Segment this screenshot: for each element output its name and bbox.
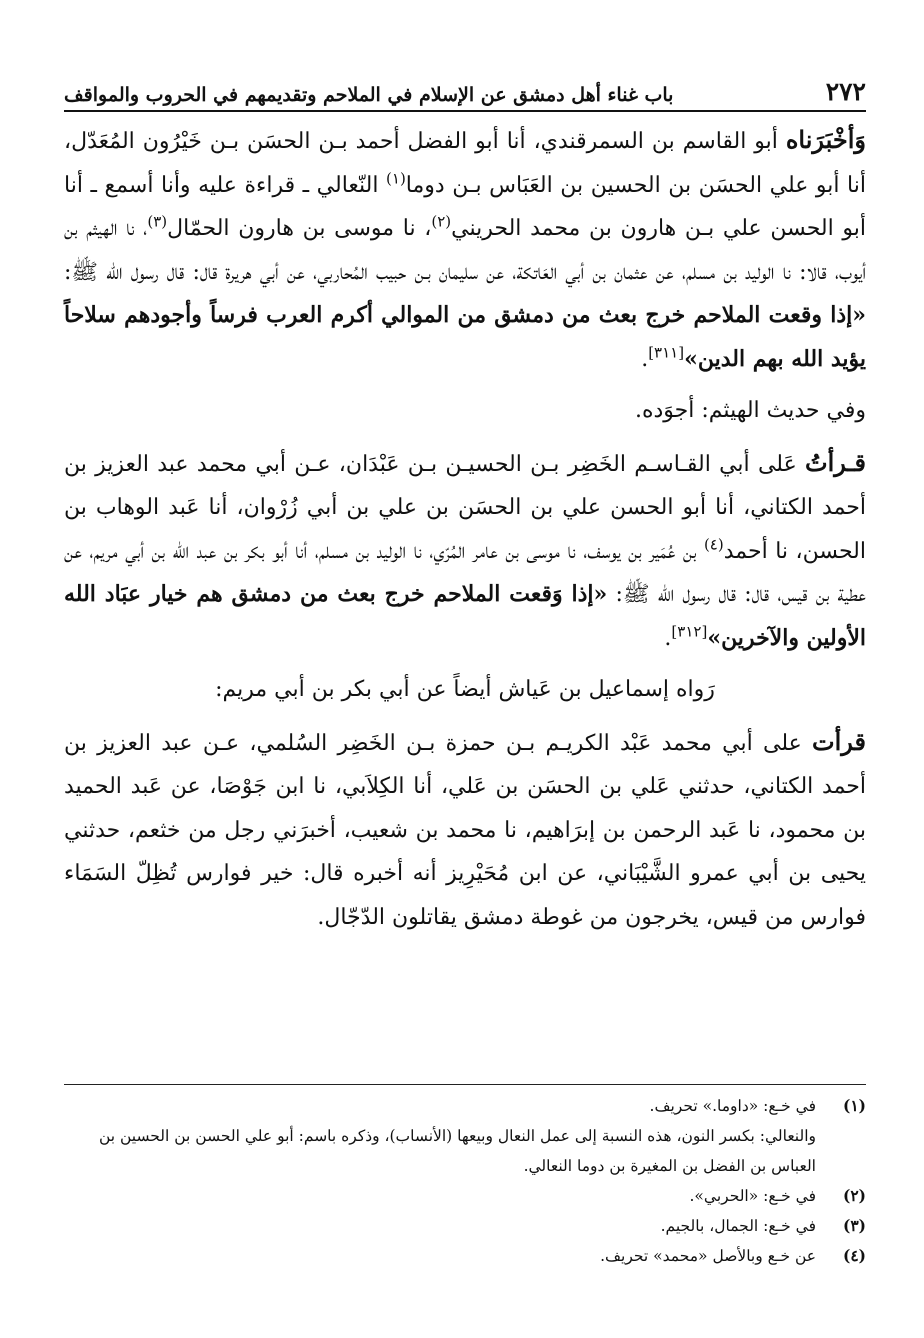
footnote-item: [64, 1121, 866, 1181]
footnote-text: في خـع: الجمال، بالجيم.: [660, 1217, 816, 1235]
footnote-number: (٢): [842, 1186, 866, 1205]
paragraph-2: وفي حديث الهيثم: أجوَده.: [634, 398, 866, 423]
footnote-item: [64, 1211, 866, 1241]
footnote-ref[interactable]: (٤): [703, 535, 724, 554]
footnote-number: [830, 1121, 866, 1181]
paragraph-4: رَواه إسماعيل بن عَياش أيضاً عن أبي بكر بن أبي مريم:: [215, 677, 715, 702]
hadith-text: «إذا وقعت الملاحم خرج بعث من دمشق من الموالي أكرم العرب فرساً وأجودهم سلاحاً يؤيد الله بهم الدين»: [64, 302, 866, 372]
footnote-item: [64, 1091, 866, 1121]
paragraph-5: [64, 720, 866, 940]
paragraph-text: بن عُمَير بن يوسف، نا موسى بن عامر المُرّي، نا الوليد بن مسلم، أنا أبو بكر بن عبد اللّه بن أبي مريم، عن عطية بن قيس، قال: قال رسول الله ﷺ:: [64, 538, 866, 607]
footnote-item: [64, 1241, 866, 1271]
paragraph-text: على أبي محمد عَبْد الكريـم بـن حمزة بـن الخَضِر السُلمي، عـن عبد العزيز بن أحمد الكتاني، حدثني عَلي بن الحسَن بن عَلي، أنا الكِلاَبي، نا ابن جَوْصَا، عن عَبد الحميد بن محمود، نا عَبد الرحمن بن إبرَاهيم، نا محمد بن شعيب، أخبرَني رجل من خثعم، حدثني يحيى بن أبي عمرو الشَّيْبَاني، عن ابن مُحَيْرِيز أنه أخبره قال: خير فوارس تُظِلّ السَمَاء فوارس من قيس، يخرجون من غوطة دمشق يقاتلون الدّجّال.: [64, 730, 866, 930]
running-title: باب غناء أهل دمشق عن الإسلام في الملاحم وتقديمهم في الحروب والمواقف: [64, 84, 674, 106]
footnote-text: في خـع: «الحربي».: [689, 1187, 816, 1205]
footnote-text: في خـع: «داوما.» تحريف.: [649, 1097, 816, 1115]
paragraph-text: ، نا الهيثم بن أيوب، قالا: نا الوليد بن مسلم، عن عثمان بن أبي العَاتكة، عن سليمان بـن حبيب المُحاربي، عن أبي هريرة قال: قال رسول الله ﷺ:: [64, 216, 866, 285]
hadith-number: [٣١١]: [648, 343, 685, 362]
footnote-text: عن خـع وبالأصل «محمد» تحريف.: [600, 1247, 816, 1265]
main-text: [64, 118, 866, 939]
paragraph-text: عَلى أبي القـاسـم الخَضِر بـن الحسيـن بـن عَبْدَان، عـن أبي محمد عبد العزيز بن أحمد الكتاني، أنا أبو الحسن علي بن الحسَن بن علي بن أبي زُرْوان، أنا عَبد الوهاب بن الحسن، نا أحمد: [64, 451, 866, 564]
footnote-ref[interactable]: (٣): [147, 212, 168, 231]
page-number: ٢٧٢: [825, 77, 866, 106]
footnote-ref[interactable]: (١): [386, 169, 406, 188]
paragraph-1: وَأخْبَرَناه أبو القاسم بن السمرقندي، أنا أبو الفضل أحمد بـن الحسَن بـن خَيْرُون المُعَدّل، أنا أبو علي الحسَن بن الحسين بن العَبَاس بـن دوما$^{(١)}$ النّعالي ـ قراءة عليه وأنا أسمع ـ أنا أبو الحسن علي بـن هارون بن محمد الحريني$^{(٢)}$، نا موسى بن هارون الحمّال$^{(٣)}$، نا الهيثم بن أيوب، قالا: نا الوليد بن مسلم، عن عثمان بن أبي العَاتكة، عن سليمان بـن حبيب المُحاربي، عن أبي هريرة قال: قال رسول الله ﷺ: «إذا وقعت الملاحم خرج بعث من دمشق من الموالي أكرم العرب فرساً وأجودهم سلاحاً يؤيد الله بهم الدين»[٣١١].: [64, 125, 866, 372]
paragraph-text: ، نا موسى بن هارون الحمّال: [167, 216, 432, 241]
footnote-number: (١): [842, 1096, 866, 1115]
paragraph-text: النّعالي ـ قراءة عليه وأنا أسمع ـ أنا أبو الحسن علي بـن هارون بن محمد الحريني: [64, 172, 866, 241]
footnote-item: [64, 1181, 866, 1211]
footnote-ref[interactable]: (٢): [431, 212, 452, 231]
paragraph-3: قـرأتُ عَلى أبي القـاسـم الخَضِر بـن الحسيـن بـن عَبْدَان، عـن أبي محمد عبد العزيز بن أحمد الكتاني، أنا أبو الحسن علي بن الحسَن بن علي بن أبي زُرْوان، أنا عَبد الوهاب بن الحسن، نا أحمد$^{(٤)}$ بن عُمَير بن يوسف، نا موسى بن عامر المُرّي، نا الوليد بن مسلم، أنا أبو بكر بن عبد اللّه بن أبي مريم، عن عطية بن قيس، قال: قال رسول الله ﷺ: «إذا وَقعت الملاحم خرج بعث من دمشق هم خيار عبَاد الله الأولين والآخرين»[٣١٢].: [64, 447, 866, 651]
paragraph-lead: قرأت: [812, 726, 867, 756]
footnote-text: والنعالي: بكسر النون، هذه النسبة إلى عمل النعال وبيعها (الأنساب)، وذكره باسم: أبو علي الحسن بن الحسين بن العباس بن الفضل بن المغيرة بن دوما النعالي.: [98, 1127, 816, 1175]
page-header: [64, 62, 866, 112]
footnote-number: (٣): [842, 1216, 866, 1235]
paragraph-text: أبو القاسم بن السمرقندي، أنا أبو الفضل أحمد بـن الحسَن بـن خَيْرُون المُعَدّل، أنا أبو علي الحسَن بن الحسين بن العَبَاس بـن دوما: [64, 129, 866, 198]
footnote-number: (٤): [842, 1246, 866, 1265]
hadith-number: [٣١٢]: [671, 622, 708, 641]
footnotes: [64, 1084, 866, 1271]
paragraph-lead: وَأخْبَرَناه: [785, 125, 866, 154]
paragraph-lead: قـرأتُ: [804, 447, 866, 477]
hadith-text: «إذا وَقعت الملاحم خرج بعث من دمشق هم خيار عبَاد الله الأولين والآخرين»: [64, 581, 866, 651]
